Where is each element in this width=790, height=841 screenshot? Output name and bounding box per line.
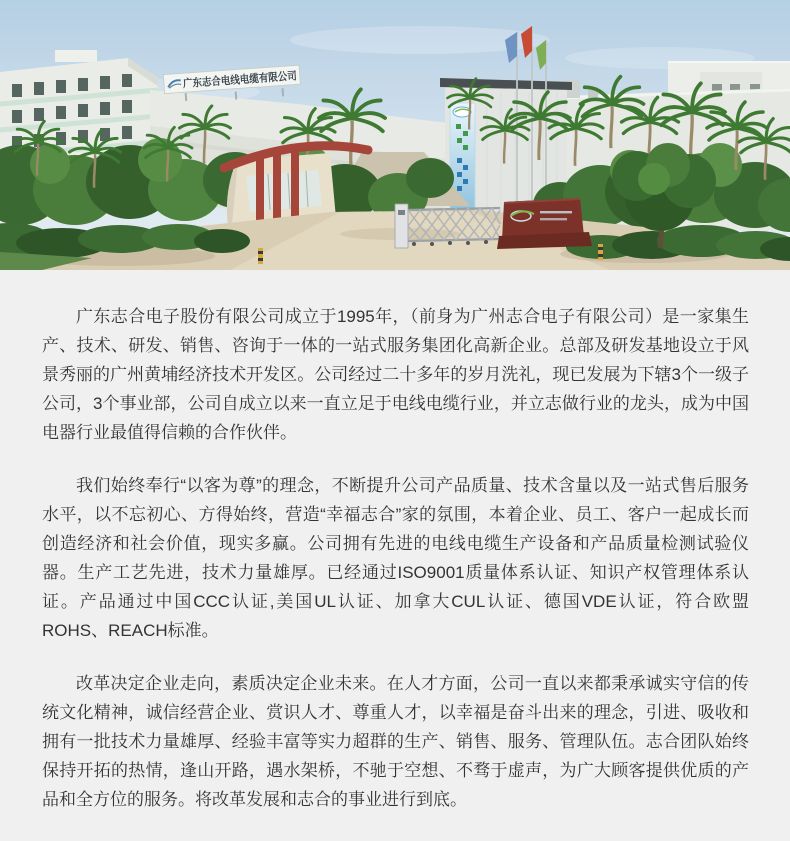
about-content [0,270,790,814]
rooftop-sign-text: 广东志合电线电缆有限公司 [182,69,316,91]
company-campus-photo [0,0,790,270]
about-paragraph-philosophy: 我们始终奉行“以客为尊”的理念，不断提升公司产品质量、技术含量以及一站式售后服务水平，以不忘初心、方得始终，营造“幸福志合”家的氛围，本着企业、员工、客户一起成长而创造经济和社会价值，现实多赢。公司拥有先进的电线电缆生产设备和产品质量检测试验仪器。生产工艺先进，技术力量雄厚。已经通过ISO9001质量体系认证、知识产权管理体系认证。产品通过中国CCC认证,美国UL认证、加拿大CUL认证、德国VDE认证，符合欧盟ROHS、REACH标准。 [42,476,749,640]
company-sign-wall [497,198,592,249]
about-paragraph-team: 改革决定企业走向，素质决定企业未来。在人才方面，公司一直以来都秉承诚实守信的传统文化精神，诚信经营企业、赏识人才、尊重人才，以幸福是奋斗出来的理念，引进、吸收和拥有一批技术力量雄厚、经验丰富等实力超群的生产、销售、服务、管理队伍。志合团队始终保持开拓的热情，逢山开路，遇水架桥，不驰于空想、不骛于虚声，为广大顾客提供优质的产品和全方位的服务。将改革发展和志合的事业进行到底。 [42,674,749,809]
about-paragraph-company: 广东志合电子股份有限公司成立于1995年，（前身为广州志合电子有限公司）是一家集生产、技术、研发、销售、咨询于一体的一站式服务集团化高新企业。总部及研发基地设立于风景秀丽的广州黄埔经济技术开发区。公司经过二十多年的岁月洗礼，现已发展为下辖3个一级子公司，3个事业部，公司自成立以来一直立足于电线电缆行业，并立志做行业的龙头，成为中国电器行业最值得信赖的合作伙伴。 [42,307,749,442]
